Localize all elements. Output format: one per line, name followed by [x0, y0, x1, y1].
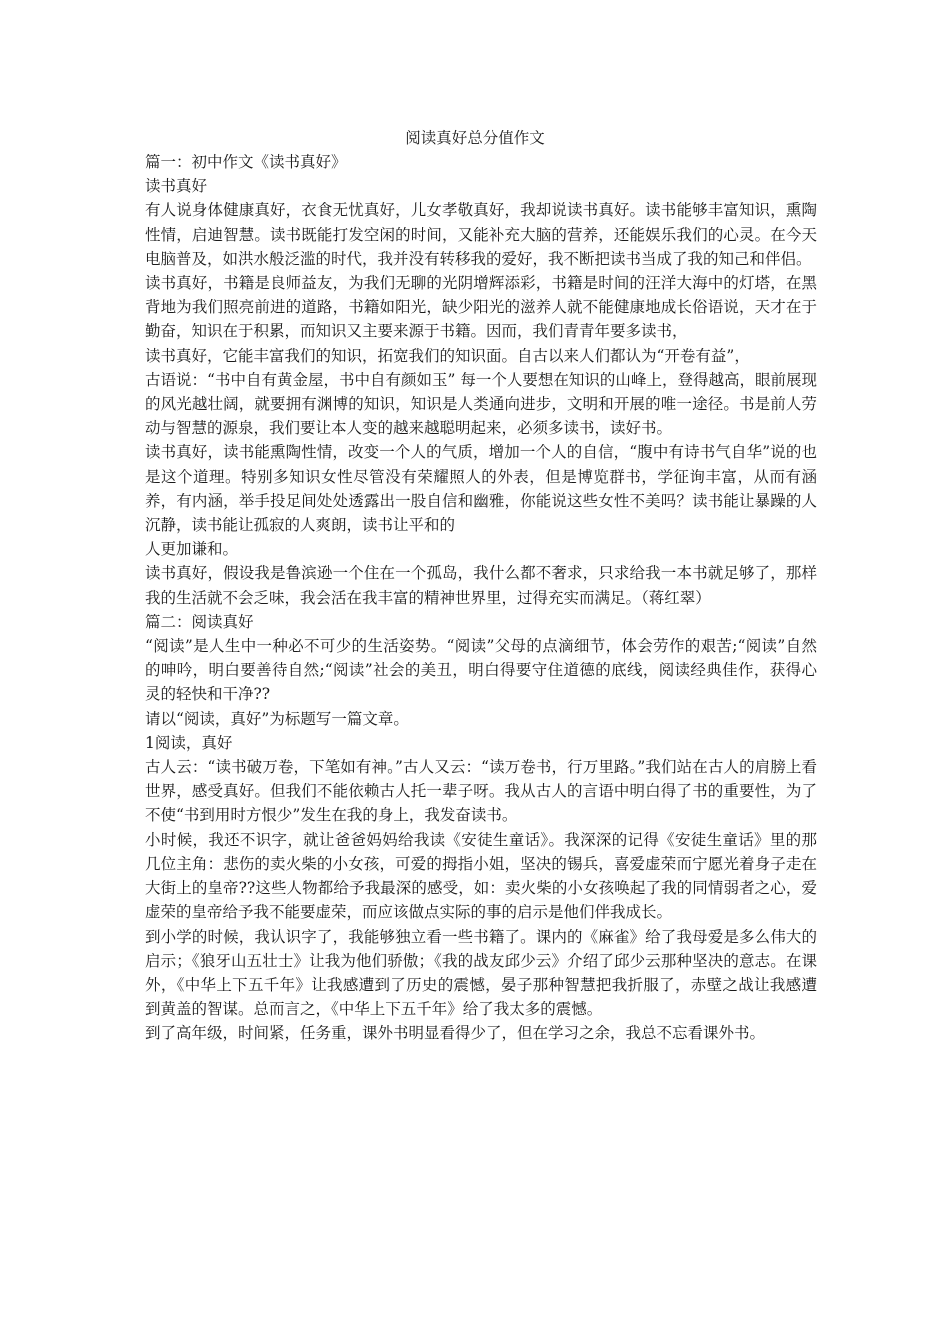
- paragraph: 古语说：“书中自有黄金屋，书中自有颜如玉” 每一个人要想在知识的山峰上，登得越高，眼前展现的风光越壮阔，就要拥有渊博的知识，知识是人类通向进步，文明和开展的唯一途径。书是前人劳动与智慧的源泉，我们要让本人变的越来越聪明起来，必须多读书，读好书。: [145, 370, 817, 438]
- paragraph: 人更加谦和。: [145, 540, 239, 559]
- prompt-text: 请以“阅读，真好”为标题写一篇文章。: [145, 709, 409, 728]
- paragraph: 读书真好，读书能熏陶性情，改变一个人的气质，增加一个人的自信，“腹中有诗书气自华”说的也是这个道理。特别多知识女性尽管没有荣耀照人的外表，但是博览群书，学征询丰富，从而有涵养，有内涵，举手投足间处处透露出一股自信和幽雅，你能说这些女性不美吗？读书能让暴躁的人沉静，读书能让孤寂的人爽朗，读书让平和的: [145, 443, 817, 535]
- essay-title-1: 读书真好: [145, 177, 208, 196]
- paragraph: 古人云：“读书破万卷，下笔如有神。”古人又云：“读万卷书，行万里路。”我们站在古人的肩膀上看世界，感受真好。但我们不能依赖古人托一辈子呀。我从古人的言语中明白得了书的重要性，为了不使“书到用时方恨少”发生在我的身上，我发奋读书。: [145, 758, 817, 825]
- paragraph: 有人说身体健康真好，衣食无忧真好，儿女孝敬真好，我却说读书真好。读书能够丰富知识，熏陶性情，启迪智慧。读书既能打发空闲的时间，又能补充大脑的营养，还能娱乐我们的心灵。在今天电脑普及，如洪水般泛滥的时代，我并没有转移我的爱好，我不断把读书当成了我的知己和伴侣。: [145, 201, 817, 268]
- paragraph: “阅读”是人生中一种必不可少的生活姿势。“阅读”父母的点滴细节，体会劳作的艰苦;“阅读”自然的呻吟，明白要善待自然;“阅读”社会的美丑，明白得要守住道德的底线，阅读经典佳作，获得心灵的轻快和干净??: [145, 637, 817, 704]
- document-title: 阅读真好总分值作文: [405, 129, 545, 147]
- paragraph: 读书真好，它能丰富我们的知识，拓宽我们的知识面。自古以来人们都认为“开卷有益”，: [145, 346, 750, 365]
- paragraph: 读书真好，书籍是良师益友，为我们无聊的光阴增辉添彩，书籍是时间的汪洋大海中的灯塔，在黑背地为我们照亮前进的道路，书籍如阳光，缺少阳光的滋养人就不能健康地成长俗语说，天才在于勤奋，知识在于积累，而知识又主要来源于书籍。因而，我们青青年要多读书，: [145, 274, 817, 341]
- section-heading-2: 篇二：阅读真好: [145, 612, 254, 631]
- paragraph: 到了高年级，时间紧，任务重，课外书明显看得少了，但在学习之余，我总不忘看课外书。: [145, 1024, 766, 1043]
- paragraph: 读书真好，假设我是鲁滨逊一个住在一个孤岛，我什么都不奢求，只求给我一本书就足够了，那样我的生活就不会乏味，我会活在我丰富的精神世界里，过得充实而满足。（蒋红翠）: [145, 564, 817, 607]
- essay-title-2: 1阅读，真好: [145, 733, 233, 752]
- section-heading-1: 篇一：初中作文《读书真好》: [145, 153, 347, 171]
- paragraph: 小时候，我还不识字，就让爸爸妈妈给我读《安徒生童话》。我深深的记得《安徒生童话》里的那几位主角：悲伤的卖火柴的小女孩，可爱的拇指小姐，坚决的锡兵，喜爱虚荣而宁愿光着身子走在大街上的皇帝??这些人物都给予我最深的感受，如：卖火柴的小女孩唤起了我的同情弱者之心，爱虚荣的皇帝给予我不能要虚荣，而应该做点实际的事的启示是他们伴我成长。: [145, 830, 817, 922]
- document-body: [145, 150, 817, 1046]
- paragraph: 到小学的时候，我认识字了，我能够独立看一些书籍了。课内的《麻雀》给了我母爱是多么伟大的启示；《狼牙山五壮士》让我为他们骄傲；《我的战友邱少云》介绍了邱少云那种坚决的意志。在课外，《中华上下五千年》让我感遭到了历史的震憾，晏子那种智慧把我折服了，赤壁之战让我感遭到黄盖的智谋。总而言之，《中华上下五千年》给了我太多的震憾。: [145, 927, 817, 1019]
